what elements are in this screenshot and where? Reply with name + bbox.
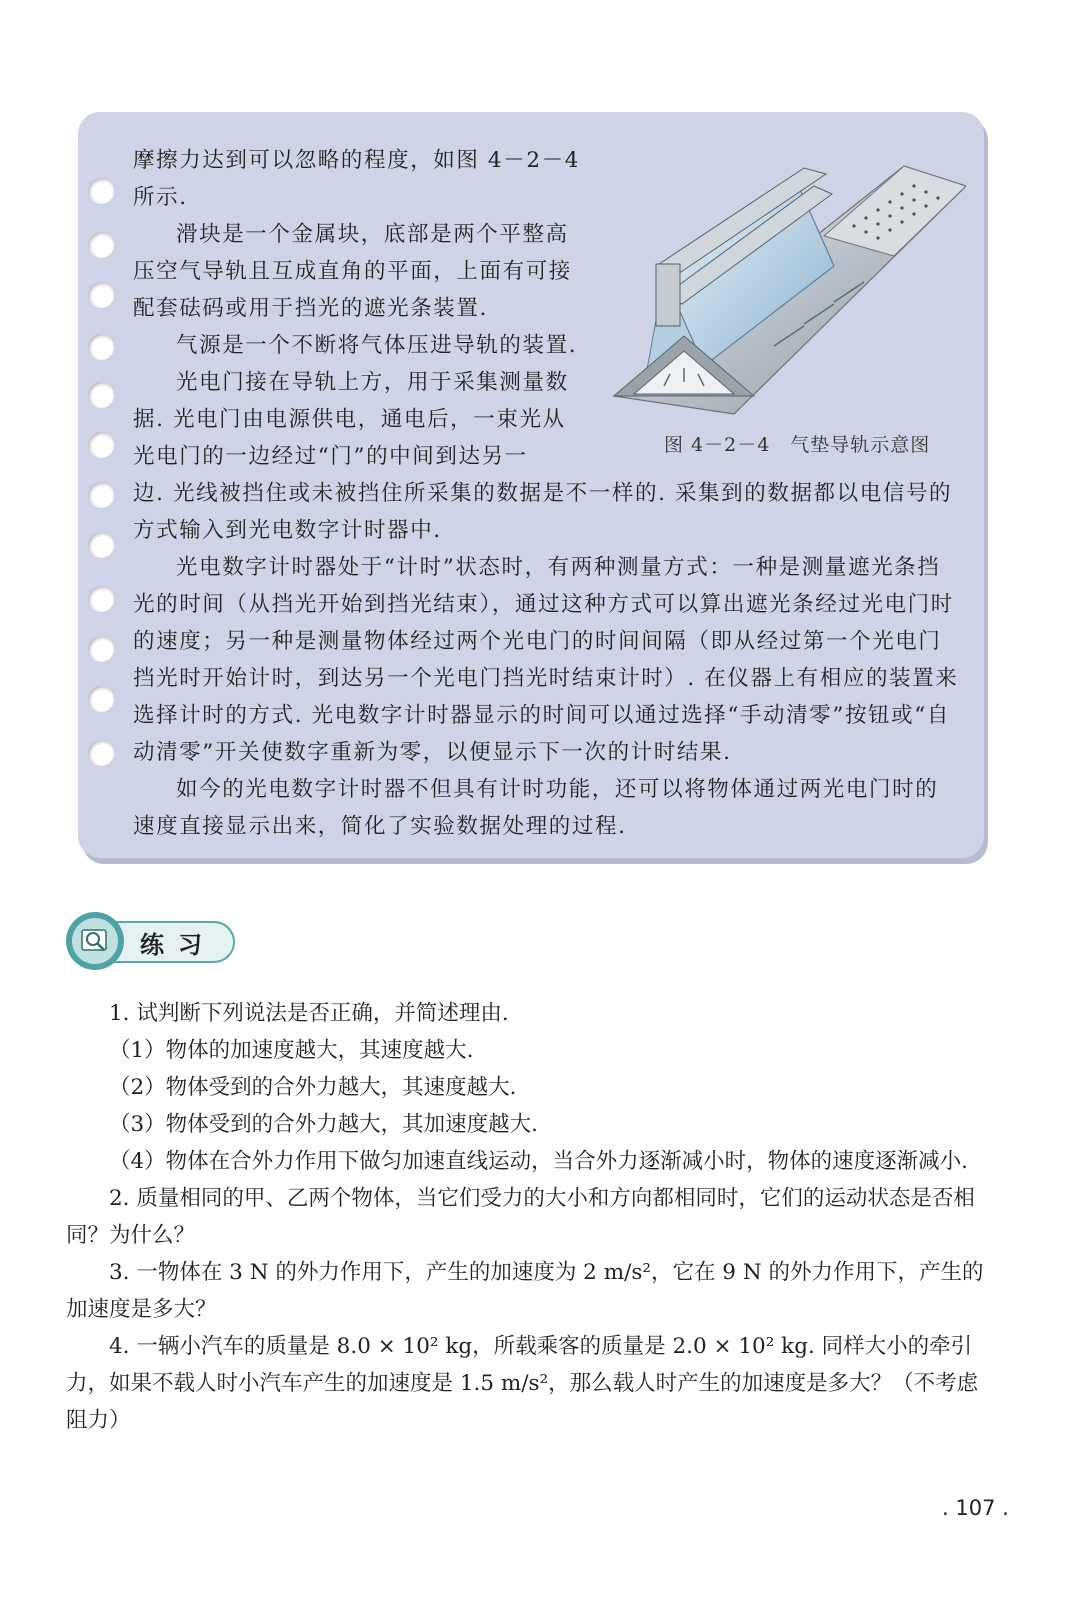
binder-hole [88,432,114,458]
card-paragraph: 如今的光电数字计时器不但具有计时功能，还可以将物体通过两光电门时的速度直接显示出来，简化了实验数据处理的过程. [133,777,939,839]
exercise-item: 4. 一辆小汽车的质量是 8.0 × 10² kg，所载乘客的质量是 2.0 × 10² kg. 同样大小的牵引力，如果不载人时小汽车产生的加速度是 1.5 m/s²，那么载人时产生的加速度是多大？（不考虑阻力） [66,1334,979,1433]
page-number: . 107 . [942,1496,1009,1520]
card-paragraph: 光电数字计时器处于“计时”状态时，有两种测量方式：一种是测量遮光条挡光的时间（从挡光开始到挡光结束），通过这种方式可以算出遮光条经过光电门时的速度；另一种是测量物体经过两个光电门的时间间隔（即从经过第一个光电门挡光时开始计时，到达另一个光电门挡光时结束计时）. 在仪器上有相应的装置来选择计时的方式. 光电数字计时器显示的时间可以通过选择“手动清零”按钮或“自动清零”开关使数字重新为零，以便显示下一次的计时结果. [133,555,959,765]
binder-hole [88,532,114,558]
air-track-figure [604,146,966,418]
binder-hole [88,232,114,258]
card-paragraph: 摩擦力达到可以忽略的程度，如图 4－2－4 所示. [133,148,580,210]
binder-hole [88,178,114,204]
exercise-item: （3）物体受到的合外力越大，其加速度越大. [109,1112,539,1137]
exercise-title: 练习 [140,931,216,959]
binder-hole [88,334,114,360]
exercise-list [66,995,988,1439]
figure-caption: 图 4－2－4 气垫导轨示意图 [664,434,931,456]
binder-hole [88,636,114,662]
binder-hole [88,482,114,508]
exercise-item: （2）物体受到的合外力越大，其速度越大. [109,1075,517,1100]
binder-hole [88,686,114,712]
card-paragraph: 光电门接在导轨上方，用于采集测量数据. 光电门由电源供电，通电后，一束光从光电门的一边经过“门”的中间到达另一 [133,370,569,469]
binder-hole [88,282,114,308]
exercise-item: （4）物体在合外力作用下做匀加速直线运动，当合外力逐渐减小时，物体的速度逐渐减小. [109,1149,969,1174]
card-paragraph: 滑块是一个金属块，底部是两个平整高压空气导轨且互成直角的平面，上面有可接配套砝码或用于挡光的遮光条装置. [133,222,572,321]
binder-hole [88,740,114,766]
exercise-item: （1）物体的加速度越大，其速度越大. [109,1038,474,1063]
exercise-item: 2. 质量相同的甲、乙两个物体，当它们受力的大小和方向都相同时，它们的运动状态是否相同？为什么？ [66,1186,975,1248]
exercise-item: 3. 一物体在 3 N 的外力作用下，产生的加速度为 2 m/s²，它在 9 N 的外力作用下，产生的加速度是多大？ [66,1260,984,1322]
exercise-item: 1. 试判断下列说法是否正确，并简述理由. [109,1001,509,1026]
binder-hole [88,586,114,612]
card-paragraph: 气源是一个不断将气体压进导轨的装置. [176,333,578,358]
card-paragraph: 边. 光线被挡住或未被挡住所采集的数据是不一样的. 采集到的数据都以电信号的方式输入到光电数字计时器中. [133,481,953,543]
binder-hole [88,382,114,408]
